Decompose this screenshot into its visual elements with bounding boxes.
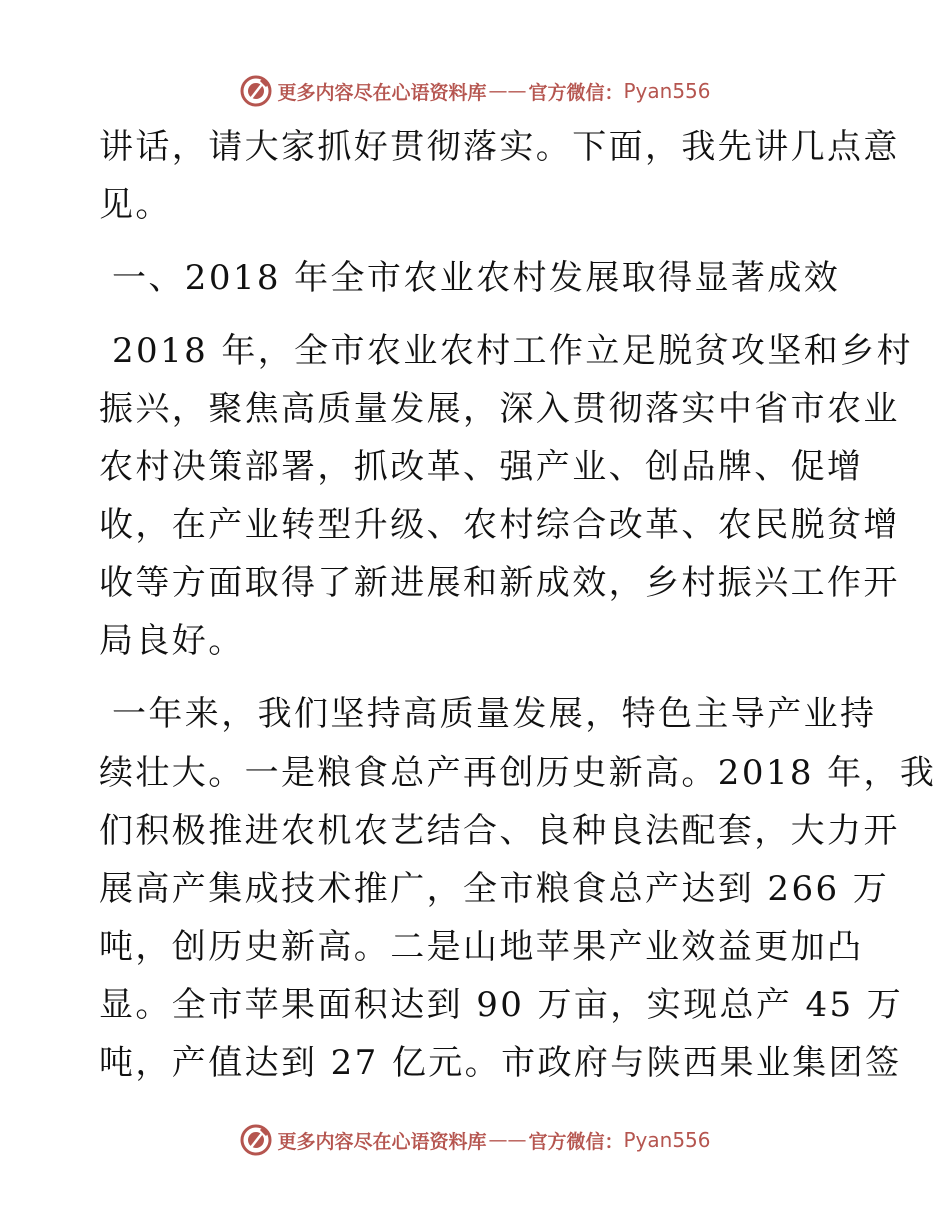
body-line: 局良好。 (99, 621, 245, 661)
body-line: 收，在产业转型升级、农村综合改革、农民脱贫增 (99, 505, 900, 545)
body-line: 2018 年，全市农业农村工作立足脱贫攻坚和乡村 (112, 331, 913, 371)
watermark-dash: —— (488, 80, 527, 102)
logo-icon (239, 1123, 273, 1157)
body-line: 见。 (99, 185, 172, 225)
body-line: 讲话，请大家抓好贯彻落实。下面，我先讲几点意 (99, 127, 900, 167)
body-line: 展高产集成技术推广，全市粮食总产达到 266 万 (99, 869, 890, 909)
section-heading: 一、2018 年全市农业农村发展取得显著成效 (112, 258, 841, 298)
watermark-dash: —— (488, 1129, 527, 1151)
logo-icon (239, 74, 273, 108)
body-line: 农村决策部署，抓改革、强产业、创品牌、促增 (99, 447, 864, 487)
watermark-wechat-label: 官方微信： (528, 1130, 624, 1153)
body-line: 续壮大。一是粮食总产再创历史新高。2018 年，我 (99, 753, 937, 793)
body-line: 吨，产值达到 27 亿元。市政府与陕西果业集团签 (99, 1043, 902, 1083)
header-watermark (0, 71, 950, 111)
watermark-wechat-label: 官方微信： (528, 81, 624, 104)
watermark-wechat-id: Pyan556 (623, 1128, 711, 1152)
footer-watermark (0, 1120, 950, 1160)
body-line: 们积极推进农机农艺结合、良种良法配套，大力开 (99, 811, 900, 851)
watermark-wechat-id: Pyan556 (623, 79, 711, 103)
body-line: 一年来，我们坚持高质量发展，特色主导产业持 (112, 694, 877, 734)
body-line: 收等方面取得了新进展和新成效，乡村振兴工作开 (99, 563, 900, 603)
watermark-text: 更多内容尽在心语资料库 (277, 81, 487, 104)
body-line: 吨，创历史新高。二是山地苹果产业效益更加凸 (99, 927, 864, 967)
body-line: 显。全市苹果面积达到 90 万亩，实现总产 45 万 (99, 985, 904, 1025)
watermark-text: 更多内容尽在心语资料库 (277, 1130, 487, 1153)
body-line: 振兴，聚焦高质量发展，深入贯彻落实中省市农业 (99, 389, 900, 429)
